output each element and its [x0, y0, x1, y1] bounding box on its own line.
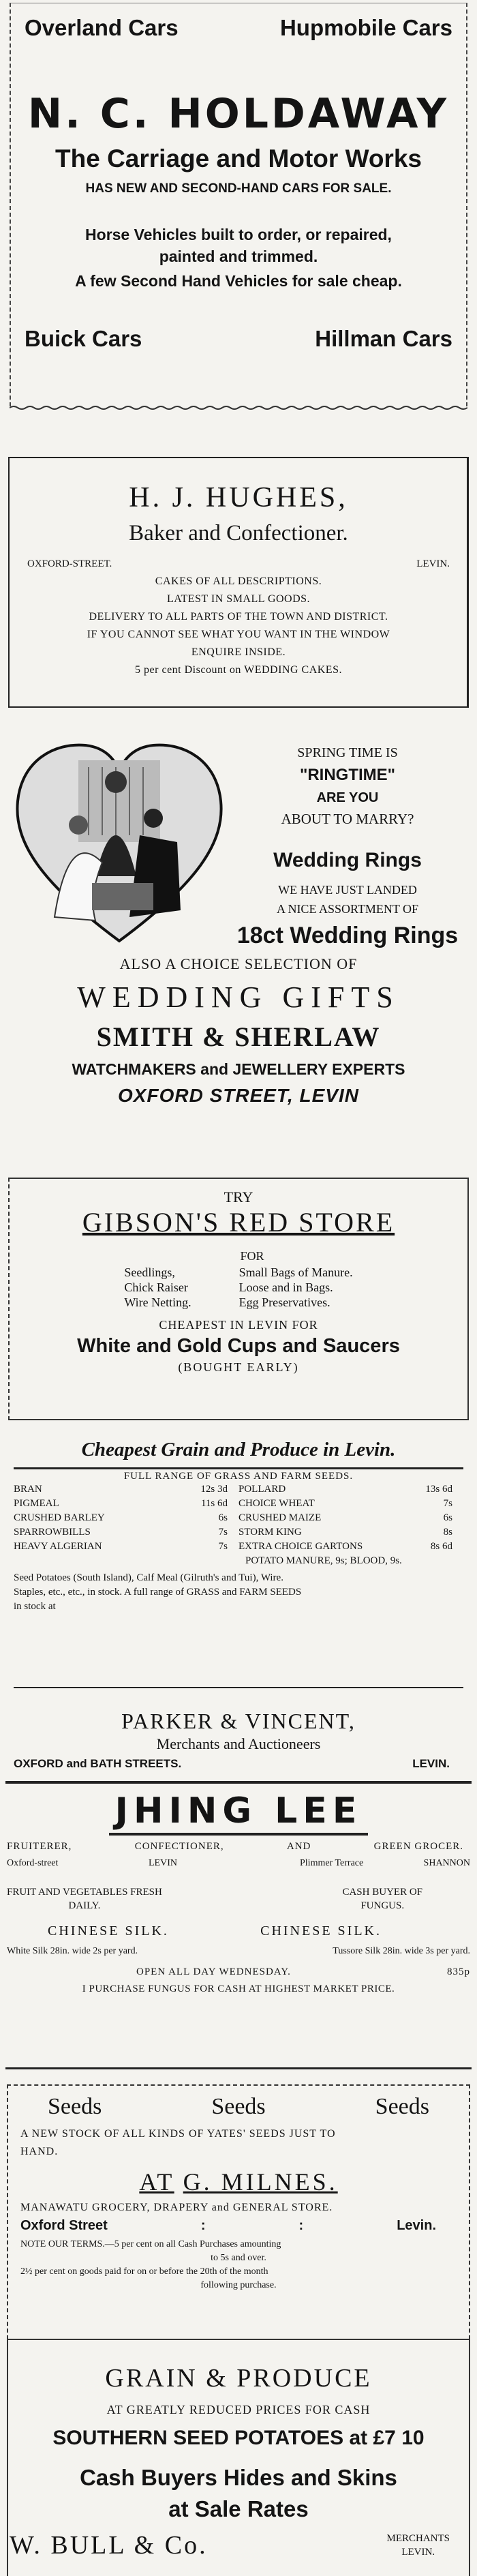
gibson-advertisement: [0, 1175, 477, 1428]
18ct-wedding-rings-heading: 18ct Wedding Rings: [236, 923, 459, 948]
business-name: G. MILNES.: [183, 2168, 338, 2196]
milnes-advertisement: [0, 2083, 477, 2342]
egg-preservatives-item: Egg Preservatives.: [238, 1296, 330, 1309]
price-item: EXTRA CHOICE GARTONS 8s 6d: [238, 1541, 452, 1552]
terms-line-1: NOTE OUR TERMS.—5 per cent on all Cash Purchases amounting: [20, 2239, 281, 2249]
holdaway-advertisement: [0, 0, 477, 416]
manure-item: Small Bags of Manure.: [238, 1265, 353, 1279]
seed-potatoes-note: [0, 1568, 477, 1614]
service-line-3: DELIVERY TO ALL PARTS OF THE TOWN AND DISTRICT.: [89, 611, 388, 623]
seed-potatoes-line: SOUTHERN SEED POTATOES at £7 10: [52, 2427, 425, 2449]
wedding-gifts-heading: WEDDING GIFTS: [77, 980, 400, 1014]
phone-code: 835p: [447, 1966, 470, 1977]
chinese-silk-right: CHINESE SILK.: [260, 1923, 382, 1938]
ad-border: [7, 2339, 470, 2576]
parker-vincent-advertisement: [0, 1705, 477, 1788]
business-name: PARKER & VINCENT,: [121, 1709, 356, 1733]
town-label: LEVIN.: [416, 558, 450, 569]
grain-produce-heading: GRAIN & PRODUCE: [105, 2364, 372, 2393]
fruit-line-1: FRUIT AND VEGETABLES FRESH: [7, 1887, 162, 1898]
jhing-lee-advertisement: [0, 1788, 477, 2078]
cash-buyer-block: [342, 1885, 422, 1913]
ad-border: [7, 2084, 470, 2339]
trade-line: WATCHMAKERS and JEWELLERY EXPERTS: [72, 1060, 405, 1078]
address-row: [0, 1753, 477, 1771]
seed-note-line-1: Seed Potatoes (South Island), Calf Meal (Gilruth's and Tui), Wire.: [14, 1572, 283, 1583]
hillman-cars-label: Hillman Cars: [315, 326, 452, 351]
ringtime-line: "RINGTIME": [299, 766, 396, 784]
terms-line-3: 2½ per cent on goods paid for on or before the 20th of the month: [20, 2266, 268, 2277]
chick-raiser-item: Chick Raiser: [124, 1280, 188, 1294]
vehicles-line-1: Horse Vehicles built to order, or repaired,: [85, 226, 392, 243]
at-label: AT: [139, 2168, 174, 2196]
trade-and: AND: [286, 1841, 311, 1852]
cups-saucers-line: White and Gold Cups and Saucers: [77, 1335, 400, 1357]
also-choice-line: ALSO A CHOICE SELECTION OF: [119, 955, 358, 972]
fruit-line-2: DAILY.: [68, 1900, 101, 1911]
name-underline: [109, 1833, 368, 1836]
business-name: H. J. HUGHES,: [129, 482, 348, 513]
location-levin: [7, 1858, 177, 1869]
price-list: [0, 1482, 477, 1554]
loose-bags-item: Loose and in Bags.: [238, 1280, 333, 1294]
white-silk-price: White Silk 28in. wide 2s per yard.: [7, 1946, 138, 1956]
stock-line-1: A NEW STOCK OF ALL KINDS OF YATES' SEEDS JUST TO: [20, 2128, 336, 2140]
range-line: FULL RANGE OF GRASS AND FARM SEEDS.: [123, 1471, 354, 1482]
divider: [5, 1781, 472, 1784]
price-item: CHOICE WHEAT 7s: [238, 1498, 452, 1509]
tussore-silk-price: Tussore Silk 28in. wide 3s per yard.: [333, 1946, 470, 1956]
terms-line-2: to 5s and over.: [211, 2253, 266, 2263]
price-item: POLLARD 13s 6d: [238, 1484, 452, 1495]
open-wednesday-line: OPEN ALL DAY WEDNESDAY.: [136, 1966, 291, 1977]
locations-row: [0, 1853, 477, 1869]
reduced-prices-line: AT GREATLY REDUCED PRICES FOR CASH: [106, 2403, 371, 2416]
are-you-line: ARE YOU: [316, 790, 379, 805]
street-label: Oxford Street: [20, 2218, 108, 2233]
service-line-2: LATEST IN SMALL GOODS.: [166, 593, 311, 605]
store-name: GIBSON'S RED STORE: [82, 1207, 395, 1238]
spring-time-line: SPRING TIME IS: [297, 745, 398, 760]
colon-2: :: [298, 2218, 304, 2233]
nice-assortment-line: A NICE ASSORTMENT OF: [276, 902, 419, 916]
store-line: MANAWATU GROCERY, DRAPERY and GENERAL STORE.: [20, 2202, 333, 2213]
price-item: CRUSHED MAIZE 6s: [238, 1512, 452, 1523]
ad-border: [8, 457, 469, 708]
cash-buyer-line-1: CASH BUYER OF: [342, 1887, 422, 1898]
trade-confectioner: CONFECTIONER,: [134, 1841, 224, 1852]
ad-border: [10, 3, 467, 406]
seed-note-line-3: in stock at: [14, 1601, 56, 1612]
street-label: OXFORD-STREET.: [27, 558, 112, 569]
wedding-rings-heading: Wedding Rings: [273, 849, 422, 871]
seedlings-item: Seedlings,: [124, 1265, 175, 1279]
seeds-word-2: Seeds: [211, 2094, 266, 2119]
business-subtitle: Baker and Confectioner.: [129, 521, 348, 545]
levin-street: Oxford-street: [7, 1858, 59, 1868]
business-name: N. C. HOLDAWAY: [27, 90, 450, 138]
fungus-line: I PURCHASE FUNGUS FOR CASH AT HIGHEST MARKET PRICE.: [82, 1983, 395, 1994]
vehicles-line-2: painted and trimmed.: [159, 248, 318, 265]
second-hand-line: A few Second Hand Vehicles for sale cheap.: [75, 272, 402, 290]
grain-produce-advertisement: [0, 1437, 477, 1696]
buick-cars-label: Buick Cars: [25, 326, 142, 351]
location-shannon: [300, 1858, 470, 1869]
terms-line-4: following purchase.: [200, 2280, 277, 2290]
silk-prices-row: [0, 1939, 477, 1957]
service-line-4: IF YOU CANNOT SEE WHAT YOU WANT IN THE WINDOW: [87, 629, 390, 640]
cash-buyers-line: Cash Buyers Hides and Skins: [80, 2465, 397, 2490]
heading-rule: [14, 1467, 463, 1469]
ad-border: [8, 1178, 469, 1420]
produce-row: [0, 1869, 477, 1913]
address-label: OXFORD and BATH STREETS.: [14, 1757, 182, 1770]
just-landed-line: WE HAVE JUST LANDED: [278, 883, 417, 897]
divider: [14, 1687, 463, 1688]
business-role: Merchants and Auctioneers: [156, 1735, 321, 1752]
potato-manure-line: POTATO MANURE, 9s; BLOOD, 9s.: [245, 1555, 402, 1566]
price-item: CRUSHED BARLEY 6s: [14, 1512, 228, 1523]
fruit-block: [7, 1885, 162, 1913]
seeds-word-3: Seeds: [375, 2094, 429, 2119]
seed-note-line-2: Staples, etc., etc., in stock. A full range of GRASS and FARM SEEDS: [14, 1587, 302, 1598]
bull-advertisement: [0, 2332, 477, 2576]
service-line-5: ENQUIRE INSIDE.: [191, 646, 286, 658]
cheapest-heading: Cheapest Grain and Produce in Levin.: [81, 1439, 396, 1461]
hupmobile-cars-label: Hupmobile Cars: [279, 15, 452, 40]
chinese-silk-left: CHINESE SILK.: [48, 1923, 169, 1938]
service-line-1: CAKES OF ALL DESCRIPTIONS.: [155, 575, 322, 587]
open-row: [0, 1957, 477, 1978]
merchants-label: MERCHANTS: [386, 2533, 450, 2544]
firm-name: W. BULL & Co.: [10, 2531, 208, 2560]
price-item: SPARROWBILLS 7s: [14, 1527, 228, 1538]
firm-name: SMITH & SHERLAW: [96, 1021, 381, 1052]
cheapest-line: CHEAPEST IN LEVIN FOR: [159, 1318, 318, 1332]
price-item: HEAVY ALGERIAN 7s: [14, 1541, 228, 1552]
for-label: FOR: [240, 1249, 264, 1263]
tagline: HAS NEW AND SECOND-HAND CARS FOR SALE.: [85, 181, 392, 196]
discount-line: 5 per cent Discount on WEDDING CAKES.: [135, 664, 342, 676]
stock-line-2: HAND.: [20, 2146, 59, 2157]
price-item: PIGMEAL 11s 6d: [14, 1498, 228, 1509]
wavy-divider: [10, 405, 467, 410]
wedding-heart-illustration: [14, 740, 225, 944]
town-label: Levin.: [397, 2218, 436, 2233]
sale-rates-line: at Sale Rates: [168, 2496, 309, 2521]
shannon-street: Plimmer Terrace: [300, 1858, 364, 1868]
try-label: TRY: [224, 1188, 253, 1205]
town-label: LEVIN.: [401, 2547, 435, 2558]
silk-heading-row: [0, 1913, 477, 1939]
overland-cars-label: Overland Cars: [25, 15, 179, 40]
address-line: OXFORD STREET, LEVIN: [118, 1085, 359, 1106]
colon-1: :: [200, 2218, 206, 2233]
cash-buyer-line-2: FUNGUS.: [360, 1900, 405, 1911]
seeds-word-1: Seeds: [48, 2094, 102, 2119]
divider: [5, 2067, 472, 2069]
hughes-advertisement: [0, 451, 477, 723]
business-name: JHING LEE: [114, 1791, 363, 1831]
smith-sherlaw-advertisement: [0, 740, 477, 1176]
trade-fruiterer: FRUITERER,: [7, 1841, 72, 1852]
town-label: LEVIN.: [412, 1757, 450, 1770]
business-subtitle: The Carriage and Motor Works: [55, 145, 422, 173]
bought-early-line: (BOUGHT EARLY): [178, 1360, 299, 1374]
price-item: STORM KING 8s: [238, 1527, 452, 1538]
about-to-marry-line: ABOUT TO MARRY?: [281, 811, 414, 827]
shannon-town: SHANNON: [423, 1858, 470, 1868]
wire-netting-item: Wire Netting.: [124, 1296, 191, 1309]
trade-grocer: GREEN GROCER.: [373, 1841, 463, 1852]
levin-town: LEVIN: [149, 1858, 177, 1868]
price-item: BRAN 12s 3d: [14, 1484, 228, 1495]
